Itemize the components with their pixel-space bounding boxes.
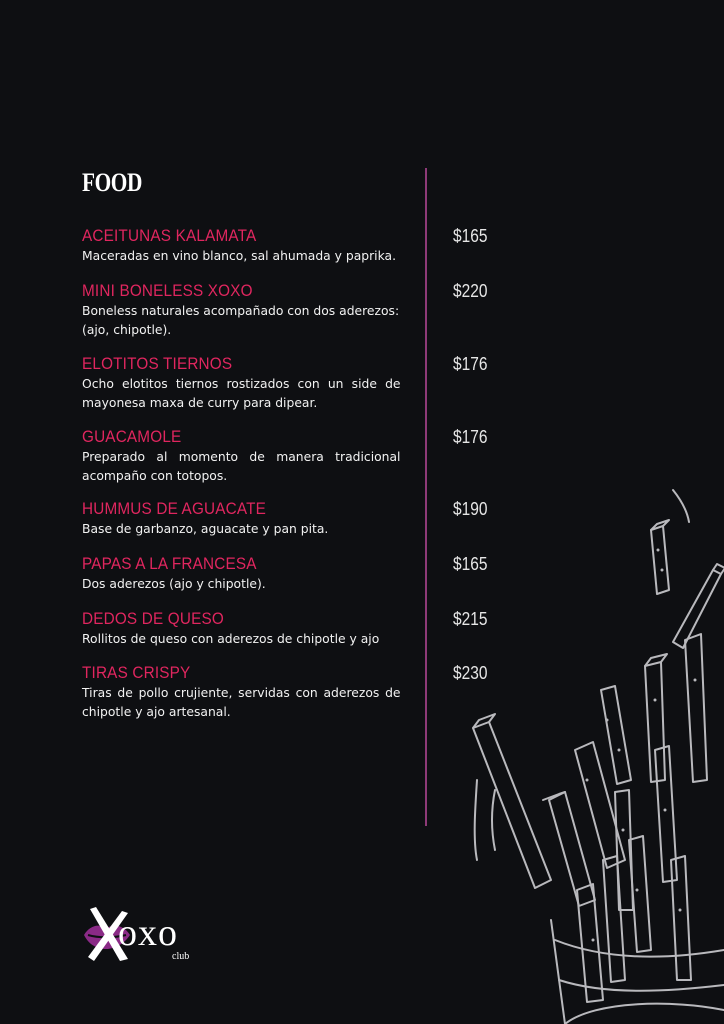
french-fries-illustration — [455, 480, 724, 1024]
item-price: $176 — [453, 427, 488, 447]
item-price: $165 — [453, 226, 488, 246]
column-divider — [425, 168, 427, 826]
logo-subtext: club — [172, 951, 190, 962]
item-price: $190 — [453, 499, 488, 519]
item-name: ACEITUNAS KALAMATA — [82, 226, 257, 245]
item-name: TIRAS CRISPY — [82, 663, 191, 682]
item-description: Boneless naturales acompañado con dos aderezos: (ajo, chipotle). — [82, 303, 400, 337]
item-price: $230 — [453, 663, 488, 683]
item-name: ELOTITOS TIERNOS — [82, 354, 233, 373]
item-name: GUACAMOLE — [82, 427, 182, 446]
item-description: Base de garbanzo, aguacate y pan pita. — [82, 521, 329, 536]
item-description: Preparado al momento de manera tradicional acompaño con totopos. — [82, 449, 401, 483]
item-description: Dos aderezos (ajo y chipotle). — [82, 576, 266, 591]
xoxo-club-logo — [82, 905, 212, 965]
item-description: Tiras de pollo crujiente, servidas con aderezos de chipotle y ajo artesanal. — [82, 685, 401, 719]
item-price: $220 — [453, 281, 488, 301]
item-price: $176 — [453, 354, 488, 374]
item-name: MINI BONELESS XOXO — [82, 281, 253, 300]
logo-wordmark: oxo — [118, 912, 178, 954]
item-price: $165 — [453, 554, 488, 574]
item-name: PAPAS A LA FRANCESA — [82, 554, 257, 573]
item-description: Rollitos de queso con aderezos de chipotle y ajo — [82, 631, 380, 646]
item-name: DEDOS DE QUESO — [82, 609, 224, 628]
item-description: Ocho elotitos tiernos rostizados con un side de mayonesa maxa de curry para dipear. — [82, 376, 401, 410]
item-description: Maceradas en vino blanco, sal ahumada y paprika. — [82, 248, 397, 263]
item-price: $215 — [453, 609, 488, 629]
section-title: FOOD — [82, 168, 142, 197]
item-name: HUMMUS DE AGUACATE — [82, 499, 267, 518]
